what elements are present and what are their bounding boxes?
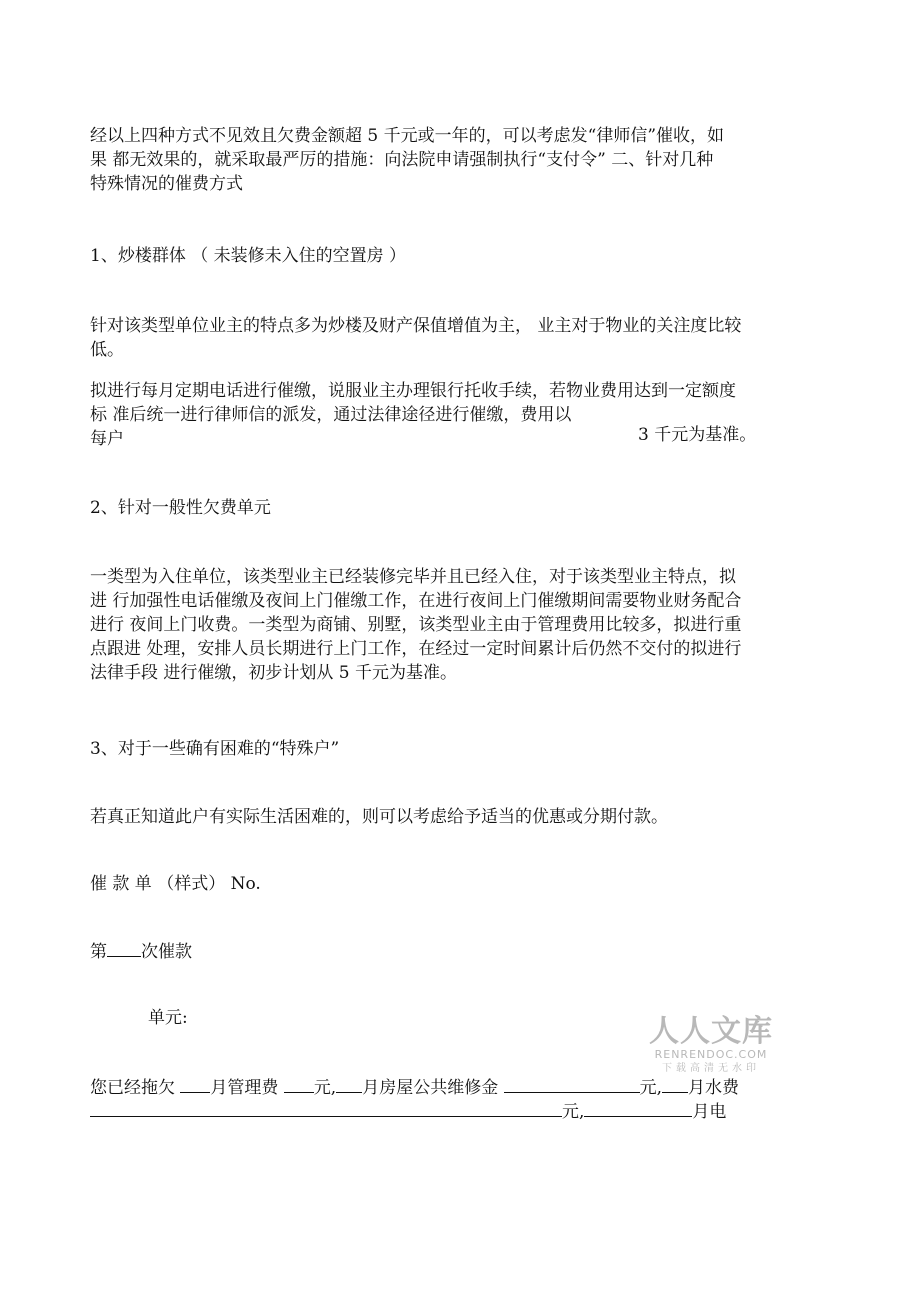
yuan-label: 元, bbox=[639, 1078, 663, 1098]
paragraph-collection-plan bbox=[90, 379, 835, 451]
text-line: 果 都无效果的，就采取最严厉的措施：向法院申请强制执行“支付令” 二、针对几种 bbox=[90, 150, 714, 170]
arrears-line-1 bbox=[90, 1074, 850, 1100]
times-blank bbox=[107, 938, 141, 957]
text-line: 法律手段 进行催缴，初步计划从 5 千元为基准。 bbox=[90, 663, 458, 683]
mgmt-amount-blank bbox=[284, 1074, 314, 1093]
watermark-url: RENRENDOC.COM bbox=[654, 1048, 768, 1061]
mgmt-month-blank bbox=[180, 1074, 210, 1093]
heading-special-households: 3、对于一些确有困难的“特殊户” bbox=[90, 739, 340, 759]
text-line: 进行 夜间上门收费。一类型为商铺、别墅，该类型业主由于管理费用比较多，拟进行重 bbox=[90, 615, 742, 635]
elec-month-blank bbox=[584, 1098, 692, 1117]
text-line bbox=[90, 427, 835, 451]
water-amount-blank bbox=[90, 1098, 562, 1117]
baseline-amount: 3 千元为基准。 bbox=[638, 425, 757, 445]
times-prefix: 第 bbox=[90, 942, 107, 962]
reminder-count-line bbox=[90, 938, 835, 964]
text-line: 特殊情况的催费方式 bbox=[90, 174, 243, 194]
repair-fund-label: 月房屋公共维修金 bbox=[362, 1078, 499, 1098]
repair-amount-blank bbox=[504, 1074, 640, 1093]
arrears-line-2 bbox=[90, 1098, 850, 1124]
yuan-label: 元, bbox=[562, 1102, 585, 1122]
elec-label: 月电 bbox=[692, 1102, 727, 1122]
watermark-logo bbox=[646, 1016, 776, 1076]
heading-general-arrears: 2、针对一般性欠费单元 bbox=[90, 498, 271, 518]
text-line: 一类型为入住单位，该类型业主已经装修完毕并且已经入住，对于该类型业主特点，拟 bbox=[90, 567, 736, 587]
mgmt-fee-label: 月管理费 bbox=[210, 1078, 279, 1098]
watermark-title: 人人文库 bbox=[649, 1014, 773, 1049]
paragraph-speculators bbox=[90, 314, 835, 362]
times-suffix: 次催款 bbox=[141, 942, 192, 962]
paragraph-special-households: 若真正知道此户有实际生活困难的，则可以考虑给予适当的优惠或分期付款。 bbox=[90, 807, 668, 827]
heading-speculators: 1、炒楼群体 （ 未装修未入住的空置房 ） bbox=[90, 246, 407, 266]
paragraph-general-arrears bbox=[90, 565, 835, 685]
form-title: 催 款 单 （样式） No. bbox=[90, 874, 261, 894]
owe-prefix: 您已经拖欠 bbox=[90, 1078, 175, 1098]
unit-label: 单元: bbox=[148, 1008, 188, 1028]
intro-paragraph bbox=[90, 124, 835, 196]
text-line: 经以上四种方式不见效且欠费金额超 5 千元或一年的，可以考虑发“律师信”催收，如 bbox=[90, 126, 725, 146]
yuan-label: 元, bbox=[313, 1078, 337, 1098]
repair-month-blank bbox=[336, 1074, 362, 1093]
text-line: 低。 bbox=[90, 340, 124, 360]
text-line: 标 准后统一进行律师信的派发，通过法律途径进行催缴，费用以 bbox=[90, 405, 572, 425]
water-month-blank bbox=[662, 1074, 688, 1093]
text-line: 拟进行每月定期电话进行催缴，说服业主办理银行托收手续，若物业费用达到一定额度 bbox=[90, 381, 736, 401]
water-fee-label: 月水费 bbox=[688, 1078, 740, 1098]
per-household-label: 每户 bbox=[90, 429, 124, 449]
watermark-subtitle: 下载高清无水印 bbox=[662, 1063, 760, 1074]
text-line: 点跟进 处理，安排人员长期进行上门工作，在经过一定时间累计后仍然不交付的拟进行 bbox=[90, 639, 742, 659]
text-line: 针对该类型单位业主的特点多为炒楼及财产保值增值为主， 业主对于物业的关注度比较 bbox=[90, 316, 742, 336]
text-line: 进 行加强性电话催缴及夜间上门催缴工作，在进行夜间上门催缴期间需要物业财务配合 bbox=[90, 591, 742, 611]
